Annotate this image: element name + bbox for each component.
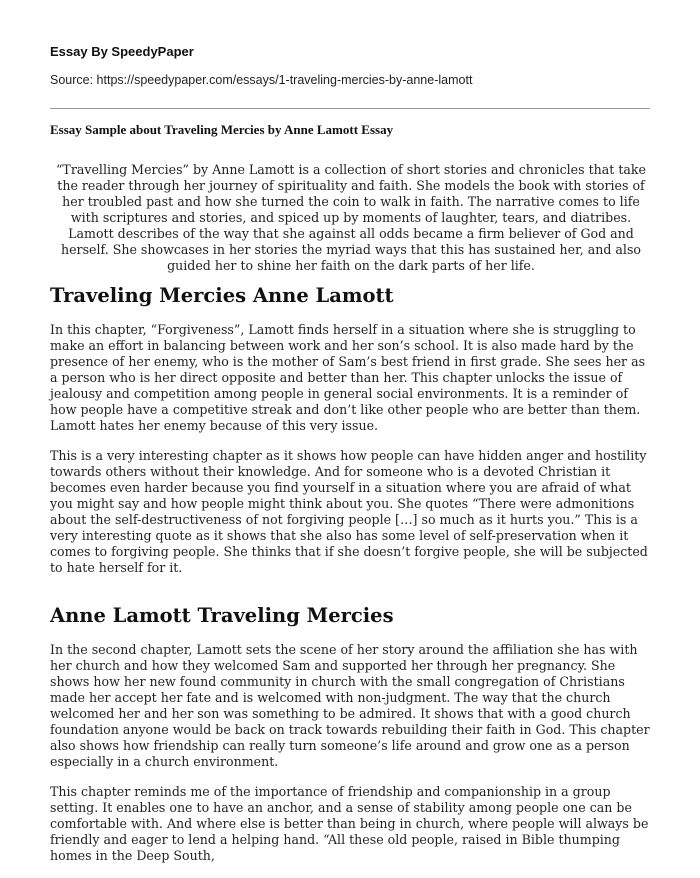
body-paragraph: This chapter reminds me of the importance of friendship and companionship in a group setting. It enables one to have an anchor, and a sense of stability among people one can be comfortable with. And where else is better than being in church, where people will always be friendly and eager to lend a helping hand. “All these old people, raised in Bible thumping homes in the Deep South,	[50, 784, 649, 863]
divider	[50, 108, 650, 109]
intro-paragraph: “Travelling Mercies” by Anne Lamott is a collection of short stories and chronicles that take the reader through her journey of spirituality and faith. She models the book with stories of her troubled past and how she turned the coin to walk in faith. The narrative comes to life with scriptures and stories, and spiced up by moments of laughter, tears, and diatribes. Lamott describes of the way that she against all odds became a firm believer of God and herself. She showcases in her stories the myriad ways that this has sustained her, and also guided her to shine her faith on the dark parts of her life.	[55, 162, 646, 273]
body-paragraph: In the second chapter, Lamott sets the scene of her story around the affiliation she has with her church and how they welcomed Sam and supported her through her pregnancy. She shows how her new found community in church with the small congregation of Christians made her accept her fate and is welcomed with non-judgment. The way that the church welcomed her and her son was something to be admired. It shows that with a good church foundation anyone would be back on track towards rebuilding their faith in God. This chapter also shows how friendship can really turn someone’s life around and grow one as a person especially in a church environment.	[50, 642, 650, 769]
body-paragraph: This is a very interesting chapter as it shows how people can have hidden anger and hostility towards others without their knowledge. And for someone who is a devoted Christian it becomes even harder because you find yourself in a situation where you are afraid of what you might say and how people might think about you. She quotes “There were admonitions about the self-destructiveness of not forgiving people […] so much as it hurts you.” This is a very interesting quote as it shows that she also has some level of self-preservation when it comes to forgiving people. She thinks that if she doesn’t forgive people, she will be subjected to hate herself for it.	[50, 448, 648, 575]
section-heading: Anne Lamott Traveling Mercies	[50, 604, 394, 627]
source-line: Source: https://speedypaper.com/essays/1-traveling-mercies-by-anne-lamott	[50, 73, 473, 87]
essay-title: Essay Sample about Traveling Mercies by Anne Lamott Essay	[50, 122, 394, 137]
document-header-title: Essay By SpeedyPaper	[50, 44, 194, 59]
section-heading: Traveling Mercies Anne Lamott	[50, 284, 394, 307]
body-paragraph: In this chapter, “Forgiveness”, Lamott finds herself in a situation where she is struggling to make an effort in balancing between work and her son’s school. It is also made hard by the presence of her enemy, who is the mother of Sam’s best friend in first grade. She sees her as a person who is her direct opposite and better than her. This chapter unlocks the issue of jealousy and competition among people in general social environments. It is a reminder of how people have a competitive streak and don’t like other people who are better than them. Lamott hates her enemy because of this very issue.	[50, 322, 646, 433]
essay-body	[50, 162, 652, 878]
